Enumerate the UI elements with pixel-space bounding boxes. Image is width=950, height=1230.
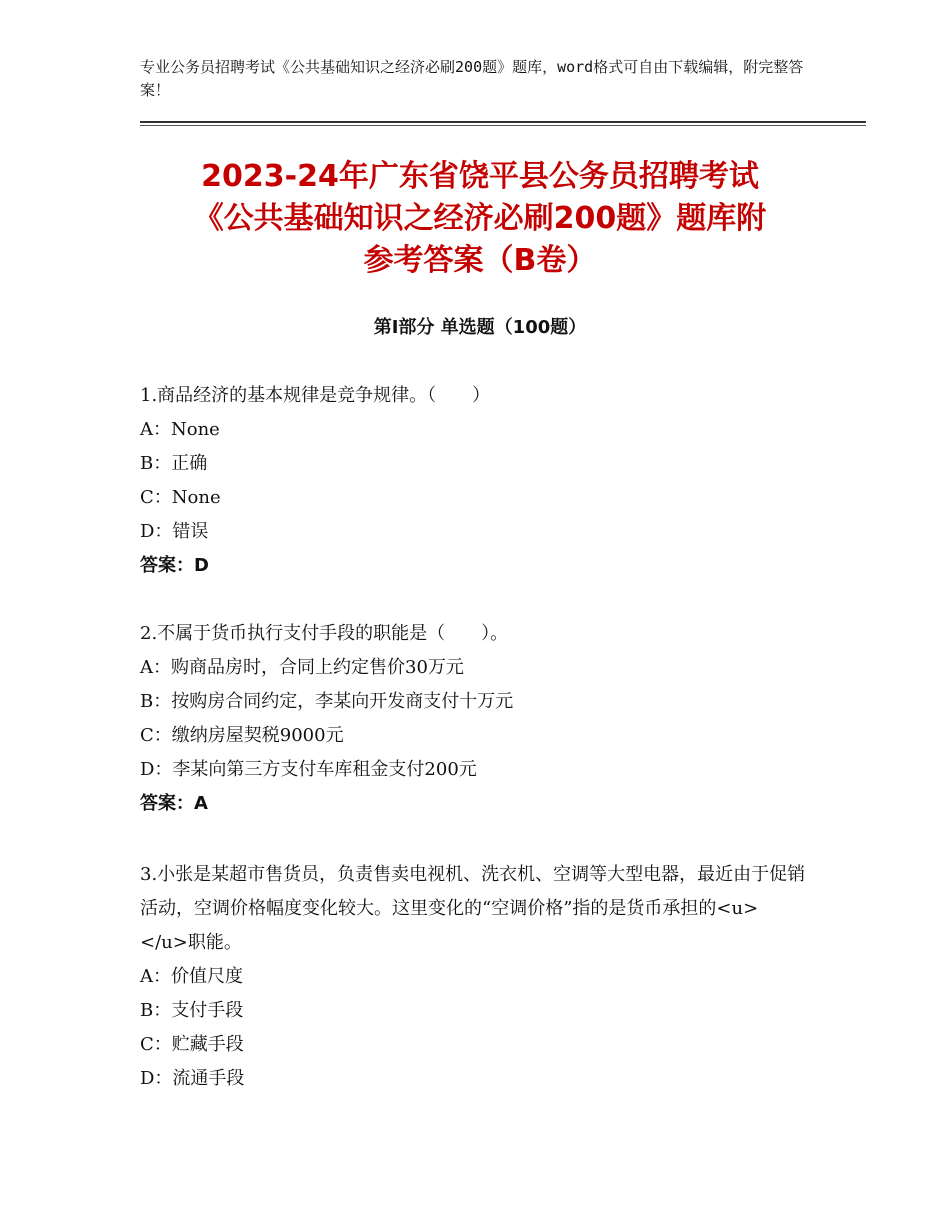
header-rule-thick (140, 121, 866, 123)
option-d: D：李某向第三方支付车库租金支付200元 (140, 759, 477, 780)
option-b: B：支付手段 (140, 1000, 244, 1021)
option-c: C：缴纳房屋契税9000元 (140, 725, 344, 746)
part-heading: 第Ⅰ部分 单选题（100题） (373, 317, 587, 338)
document-title (140, 156, 820, 282)
question-3 (140, 858, 831, 1096)
title-line: 2023-24年广东省饶平县公务员招聘考试 (201, 159, 759, 194)
answer-label: 答案：D (140, 555, 209, 576)
option-d: D：错误 (140, 521, 209, 542)
question-text: 2.不属于货币执行支付手段的职能是（ ）。 (140, 623, 509, 644)
option-c: C：贮藏手段 (140, 1034, 244, 1055)
header-rule-thin (140, 125, 866, 126)
question-2 (140, 617, 820, 821)
question-text: 3.小张是某超市售货员，负责售卖电视机、洗衣机、空调等大型电器，最近由于促销活动，空调价格幅度变化较大。这里变化的“空调价格”指的是货币承担的<u> </u>职能。 (140, 864, 831, 953)
question-1 (140, 379, 820, 583)
title-line: 《公共基础知识之经济必刷200题》题库附 (193, 201, 767, 236)
option-a: A：None (140, 419, 220, 440)
answer-label: 答案：A (140, 793, 208, 814)
question-text: 1.商品经济的基本规律是竞争规律。（ ） (140, 385, 491, 406)
option-c: C：None (140, 487, 221, 508)
option-b: B：按购房合同约定，李某向开发商支付十万元 (140, 691, 514, 712)
option-d: D：流通手段 (140, 1068, 245, 1089)
option-b: B：正确 (140, 453, 208, 474)
title-line: 参考答案（B卷） (363, 243, 597, 278)
option-a: A：价值尺度 (140, 966, 243, 987)
option-a: A：购商品房时，合同上约定售价30万元 (140, 657, 464, 678)
header-note: 专业公务员招聘考试《公共基础知识之经济必刷200题》题库，word格式可自由下载编辑，附完整答案！ (140, 58, 804, 99)
